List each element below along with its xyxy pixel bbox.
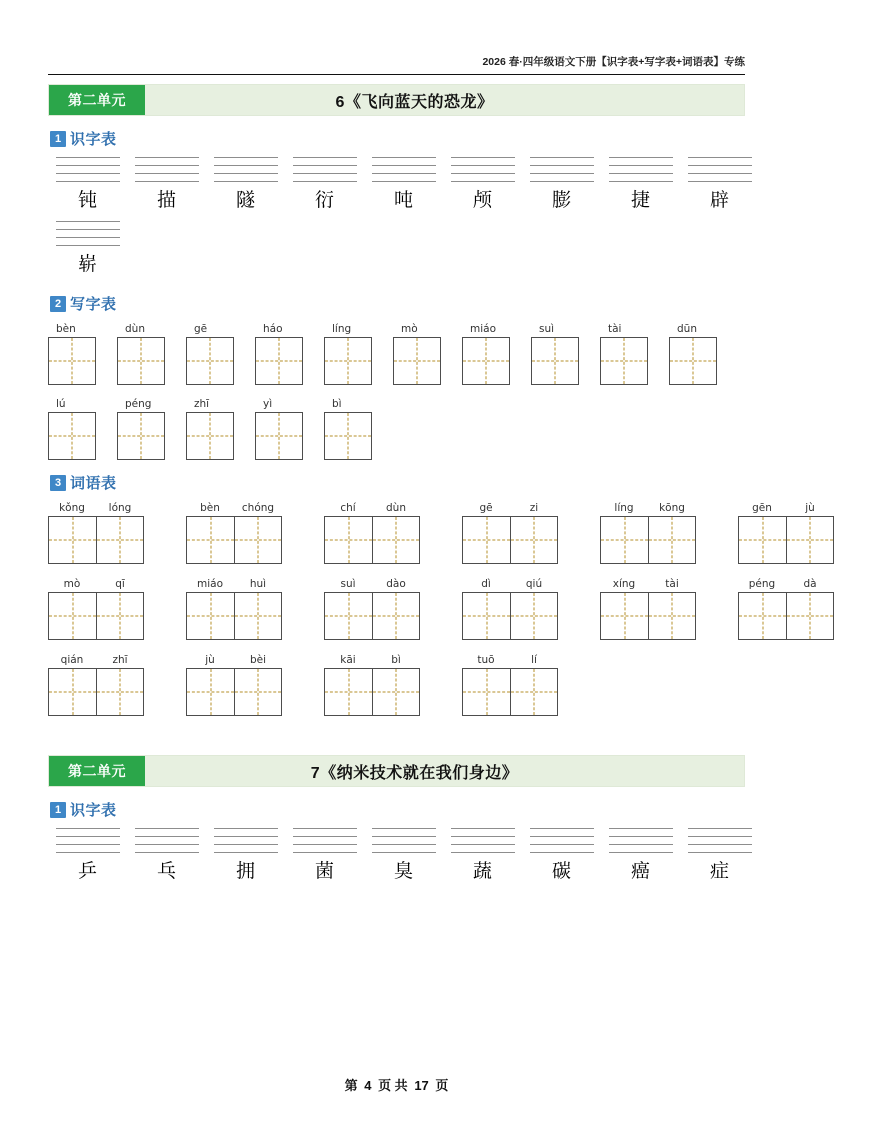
hanzi-char: 颅 [472, 189, 492, 211]
pinyin-label: lí [531, 654, 537, 666]
hanzi-char: 拥 [235, 860, 255, 882]
pinyin-cell[interactable] [601, 828, 680, 886]
footer-page-number: 4 [364, 1078, 372, 1093]
hanzi-char: 菌 [314, 860, 334, 882]
word-item[interactable] [324, 653, 462, 716]
pinyin-label: qī [115, 578, 125, 590]
tianzige-grid-icon[interactable] [96, 592, 144, 640]
pinyin-label: gē [194, 323, 208, 335]
page-footer [0, 1075, 793, 1094]
pinyin-label: bèn [200, 502, 220, 514]
pinyin-label: líng [332, 323, 352, 335]
pinyin-cell[interactable] [364, 157, 443, 215]
tianzige-grid-icon[interactable] [96, 668, 144, 716]
word-grid[interactable] [738, 592, 834, 640]
word-item[interactable] [186, 501, 324, 564]
tianzige-grid-icon[interactable] [600, 516, 648, 564]
tianzige-grid-icon[interactable] [186, 337, 234, 385]
pinyin-cell[interactable] [127, 157, 206, 215]
pinyin-label: dùn [125, 323, 145, 335]
grid-item[interactable] [393, 322, 462, 385]
hanzi-char: 捷 [630, 189, 650, 211]
ciyubiao-grid-block [48, 501, 817, 716]
section-label: 识字表 [70, 131, 117, 148]
pinyin-label: gēn [752, 502, 772, 514]
tianzige-grid-icon[interactable] [234, 516, 282, 564]
tianzige-grid-icon[interactable] [255, 337, 303, 385]
word-item[interactable] [48, 577, 186, 640]
pinyin-cell[interactable] [127, 828, 206, 886]
pinyin-practice-row [48, 828, 745, 886]
pinyin-label: suì [340, 578, 356, 590]
unit-tag: 第二单元 [49, 756, 145, 786]
word-grid[interactable] [186, 668, 282, 716]
word-grid[interactable] [48, 668, 144, 716]
hanzi-char: 描 [156, 189, 176, 211]
tianzige-grid-icon[interactable] [738, 592, 786, 640]
word-item[interactable] [600, 501, 738, 564]
four-line-pinyin-icon[interactable] [214, 157, 278, 183]
word-item[interactable] [600, 577, 738, 640]
hanzi-char: 碳 [551, 860, 571, 882]
pinyin-cell[interactable] [364, 828, 443, 886]
pinyin-practice-row [48, 221, 745, 279]
word-item[interactable] [48, 501, 186, 564]
tianzige-grid-icon[interactable] [324, 337, 372, 385]
tianzige-grid-icon[interactable] [786, 516, 834, 564]
pinyin-label: chóng [241, 502, 275, 514]
four-line-pinyin-icon[interactable] [56, 157, 120, 183]
pinyin-label: huì [249, 578, 267, 590]
grid-item[interactable] [48, 397, 117, 460]
hanzi-char: 隧 [235, 189, 255, 211]
tianzige-grid-icon[interactable] [510, 592, 558, 640]
footer-middle: 页 共 [378, 1078, 408, 1093]
grid-item[interactable] [117, 322, 186, 385]
word-item[interactable] [462, 501, 600, 564]
grid-row [48, 322, 745, 385]
tianzige-grid-icon[interactable] [786, 592, 834, 640]
word-item[interactable] [186, 577, 324, 640]
pinyin-label: kāi [340, 654, 356, 666]
tianzige-grid-icon[interactable] [600, 337, 648, 385]
grid-item[interactable] [117, 397, 186, 460]
word-pinyin [462, 653, 600, 668]
tianzige-grid-icon[interactable] [372, 516, 420, 564]
four-line-pinyin-icon[interactable] [451, 828, 515, 854]
tianzige-grid-icon[interactable] [255, 412, 303, 460]
section-number-badge: 2 [50, 296, 66, 312]
word-pinyin [186, 501, 324, 516]
word-pinyin [462, 577, 600, 592]
hanzi-char: 崭 [77, 253, 97, 275]
section-heading-shizibiao [50, 128, 745, 149]
unit-banner [48, 755, 745, 787]
pinyin-label: zhī [112, 654, 128, 666]
word-pinyin [600, 501, 738, 516]
pinyin-label: dūn [677, 323, 697, 335]
hanzi-char: 辟 [709, 189, 729, 211]
hanzi-char: 症 [709, 860, 729, 882]
section-spacer [48, 729, 745, 755]
pinyin-cell[interactable] [443, 828, 522, 886]
pinyin-label: qián [60, 654, 84, 666]
tianzige-grid-icon[interactable] [96, 516, 144, 564]
section-heading-xiezibiao [50, 293, 745, 314]
four-line-pinyin-icon[interactable] [293, 157, 357, 183]
hanzi-char: 钝 [77, 189, 97, 211]
pinyin-cell[interactable] [522, 828, 601, 886]
tianzige-grid-icon[interactable] [324, 668, 372, 716]
pinyin-label: jù [205, 654, 215, 666]
four-line-pinyin-icon[interactable] [688, 828, 752, 854]
word-row [48, 653, 745, 716]
word-grid[interactable] [324, 668, 420, 716]
tianzige-grid-icon[interactable] [117, 412, 165, 460]
pinyin-label: dà [803, 578, 817, 590]
hanzi-char: 乒 [77, 860, 97, 882]
word-grid[interactable] [48, 516, 144, 564]
pinyin-label: jù [805, 502, 815, 514]
tianzige-grid-icon[interactable] [648, 592, 696, 640]
tianzige-grid-icon[interactable] [648, 516, 696, 564]
pinyin-label: chí [340, 502, 356, 514]
word-pinyin [324, 653, 462, 668]
pinyin-cell[interactable] [680, 157, 759, 215]
pinyin-cell[interactable] [206, 157, 285, 215]
tianzige-grid-icon[interactable] [324, 592, 372, 640]
four-line-pinyin-icon[interactable] [56, 221, 120, 247]
pinyin-label: líng [614, 502, 634, 514]
footer-total-pages: 17 [414, 1078, 429, 1093]
word-grid[interactable] [462, 516, 558, 564]
word-item[interactable] [324, 577, 462, 640]
pinyin-label: mò [401, 323, 418, 335]
pinyin-label: zhī [194, 398, 210, 410]
pinyin-cell[interactable] [443, 157, 522, 215]
footer-prefix: 第 [344, 1078, 358, 1093]
four-line-pinyin-icon[interactable] [609, 157, 673, 183]
tianzige-grid-icon[interactable] [48, 668, 96, 716]
grid-item[interactable] [600, 322, 669, 385]
pinyin-label: qiú [525, 578, 543, 590]
pinyin-label: dùn [386, 502, 406, 514]
word-grid[interactable] [324, 592, 420, 640]
four-line-pinyin-icon[interactable] [293, 828, 357, 854]
pinyin-label: kǒng [59, 502, 85, 514]
tianzige-grid-icon[interactable] [462, 337, 510, 385]
hanzi-char: 臭 [393, 860, 413, 882]
four-line-pinyin-icon[interactable] [530, 157, 594, 183]
word-row [48, 501, 815, 564]
pinyin-practice-row [48, 157, 745, 215]
grid-row [48, 397, 745, 460]
grid-item[interactable] [255, 397, 324, 460]
pinyin-cell[interactable] [285, 828, 364, 886]
pinyin-label: tài [608, 323, 622, 335]
word-pinyin [48, 501, 186, 516]
section-label: 识字表 [70, 802, 117, 819]
pinyin-cell[interactable] [48, 828, 127, 886]
hanzi-char: 衍 [314, 189, 334, 211]
word-row [48, 577, 817, 640]
word-pinyin [324, 501, 462, 516]
hanzi-char: 蔬 [472, 860, 492, 882]
pinyin-label: lóng [108, 502, 132, 514]
pinyin-label: zi [529, 502, 539, 514]
section-heading-ciyubiao [50, 472, 745, 493]
pinyin-label: gē [479, 502, 493, 514]
tianzige-grid-icon[interactable] [186, 592, 234, 640]
word-pinyin [600, 577, 738, 592]
pinyin-label: bèn [56, 323, 76, 335]
lesson-title: 6《飞向蓝天的恐龙》 [335, 93, 494, 111]
word-item[interactable] [462, 577, 600, 640]
pinyin-cell[interactable] [48, 157, 127, 215]
pinyin-label: péng [125, 398, 152, 410]
hanzi-char: 乓 [156, 860, 176, 882]
pinyin-cell[interactable] [285, 157, 364, 215]
hanzi-char: 膨 [551, 189, 571, 211]
tianzige-grid-icon[interactable] [738, 516, 786, 564]
pinyin-label: háo [263, 323, 283, 335]
grid-item[interactable] [255, 322, 324, 385]
pinyin-label: tuō [477, 654, 495, 666]
grid-item[interactable] [324, 322, 393, 385]
word-item[interactable] [462, 653, 600, 716]
pinyin-label: dào [386, 578, 406, 590]
four-line-pinyin-icon[interactable] [135, 157, 199, 183]
tianzige-grid-icon[interactable] [600, 592, 648, 640]
word-pinyin [462, 501, 600, 516]
word-grid[interactable] [186, 592, 282, 640]
tianzige-grid-icon[interactable] [324, 412, 372, 460]
four-line-pinyin-icon[interactable] [530, 828, 594, 854]
tianzige-grid-icon[interactable] [186, 516, 234, 564]
four-line-pinyin-icon[interactable] [214, 828, 278, 854]
tianzige-grid-icon[interactable] [669, 337, 717, 385]
tianzige-grid-icon[interactable] [462, 668, 510, 716]
tianzige-grid-icon[interactable] [531, 337, 579, 385]
pinyin-label: miáo [196, 578, 223, 590]
unit-tag: 第二单元 [49, 85, 145, 115]
pinyin-label: kōng [659, 502, 685, 514]
pinyin-cell[interactable] [522, 157, 601, 215]
hanzi-char: 吨 [393, 189, 413, 211]
four-line-pinyin-icon[interactable] [135, 828, 199, 854]
four-line-pinyin-icon[interactable] [609, 828, 673, 854]
hanzi-char: 癌 [630, 860, 650, 882]
grid-item[interactable] [531, 322, 600, 385]
tianzige-grid-icon[interactable] [186, 412, 234, 460]
section-heading-shizibiao [50, 799, 745, 820]
section-number-badge: 1 [50, 131, 66, 147]
word-pinyin [186, 577, 324, 592]
pinyin-label: yì [263, 398, 273, 410]
tianzige-grid-icon[interactable] [324, 516, 372, 564]
tianzige-grid-icon[interactable] [372, 668, 420, 716]
pinyin-label: tài [665, 578, 679, 590]
word-grid[interactable] [600, 516, 696, 564]
pinyin-label: péng [748, 578, 776, 590]
section-number-badge: 3 [50, 475, 66, 491]
word-item[interactable] [738, 577, 876, 640]
grid-item[interactable] [462, 322, 531, 385]
pinyin-cell[interactable] [206, 828, 285, 886]
word-grid[interactable] [186, 516, 282, 564]
tianzige-grid-icon[interactable] [48, 412, 96, 460]
tianzige-grid-icon[interactable] [234, 592, 282, 640]
pinyin-label: lú [56, 398, 66, 410]
four-line-pinyin-icon[interactable] [688, 157, 752, 183]
footer-suffix: 页 [435, 1078, 449, 1093]
tianzige-grid-icon[interactable] [462, 516, 510, 564]
tianzige-grid-icon[interactable] [462, 592, 510, 640]
word-grid[interactable] [324, 516, 420, 564]
word-grid[interactable] [462, 592, 558, 640]
tianzige-grid-icon[interactable] [48, 516, 96, 564]
word-grid[interactable] [738, 516, 834, 564]
xiezibiao-grid-block [48, 322, 745, 460]
tianzige-grid-icon[interactable] [48, 592, 96, 640]
word-item[interactable] [738, 501, 876, 564]
grid-item[interactable] [186, 322, 255, 385]
pinyin-label: bèi [249, 654, 267, 666]
tianzige-grid-icon[interactable] [510, 668, 558, 716]
unit-banner [48, 84, 745, 116]
word-pinyin [186, 653, 324, 668]
lesson-section-6 [48, 84, 817, 886]
word-grid[interactable] [48, 592, 144, 640]
pinyin-label: mò [63, 578, 81, 590]
pinyin-label: bì [332, 398, 342, 410]
tianzige-grid-icon[interactable] [117, 337, 165, 385]
section-label: 词语表 [70, 475, 117, 492]
word-grid[interactable] [462, 668, 558, 716]
word-pinyin [48, 653, 186, 668]
word-grid[interactable] [600, 592, 696, 640]
pinyin-label: dì [481, 578, 491, 590]
pinyin-label: suì [539, 323, 555, 335]
tianzige-grid-icon[interactable] [372, 592, 420, 640]
word-pinyin [738, 501, 876, 516]
page-header: 2026 春·四年级语文下册【识字表+写字表+词语表】专练 [482, 56, 745, 68]
tianzige-grid-icon[interactable] [48, 337, 96, 385]
four-line-pinyin-icon[interactable] [451, 157, 515, 183]
grid-item[interactable] [186, 397, 255, 460]
grid-item[interactable] [669, 322, 738, 385]
pinyin-cell[interactable] [601, 157, 680, 215]
grid-item[interactable] [48, 322, 117, 385]
pinyin-label: miáo [470, 323, 497, 335]
word-item[interactable] [48, 653, 186, 716]
tianzige-grid-icon[interactable] [510, 516, 558, 564]
section-label: 写字表 [70, 296, 117, 313]
lesson-title: 7《纳米技术就在我们身边》 [310, 764, 519, 782]
header-divider [48, 74, 745, 75]
pinyin-label: bì [391, 654, 401, 666]
four-line-pinyin-icon[interactable] [372, 828, 436, 854]
four-line-pinyin-icon[interactable] [56, 828, 120, 854]
word-pinyin [48, 577, 186, 592]
pinyin-label: xíng [612, 578, 636, 590]
word-pinyin [324, 577, 462, 592]
tianzige-grid-icon[interactable] [393, 337, 441, 385]
section-number-badge: 1 [50, 802, 66, 818]
word-pinyin [738, 577, 876, 592]
tianzige-grid-icon[interactable] [186, 668, 234, 716]
word-item[interactable] [186, 653, 324, 716]
grid-item[interactable] [324, 397, 393, 460]
tianzige-grid-icon[interactable] [234, 668, 282, 716]
four-line-pinyin-icon[interactable] [372, 157, 436, 183]
pinyin-cell[interactable] [48, 221, 127, 279]
word-item[interactable] [324, 501, 462, 564]
pinyin-cell[interactable] [680, 828, 759, 886]
